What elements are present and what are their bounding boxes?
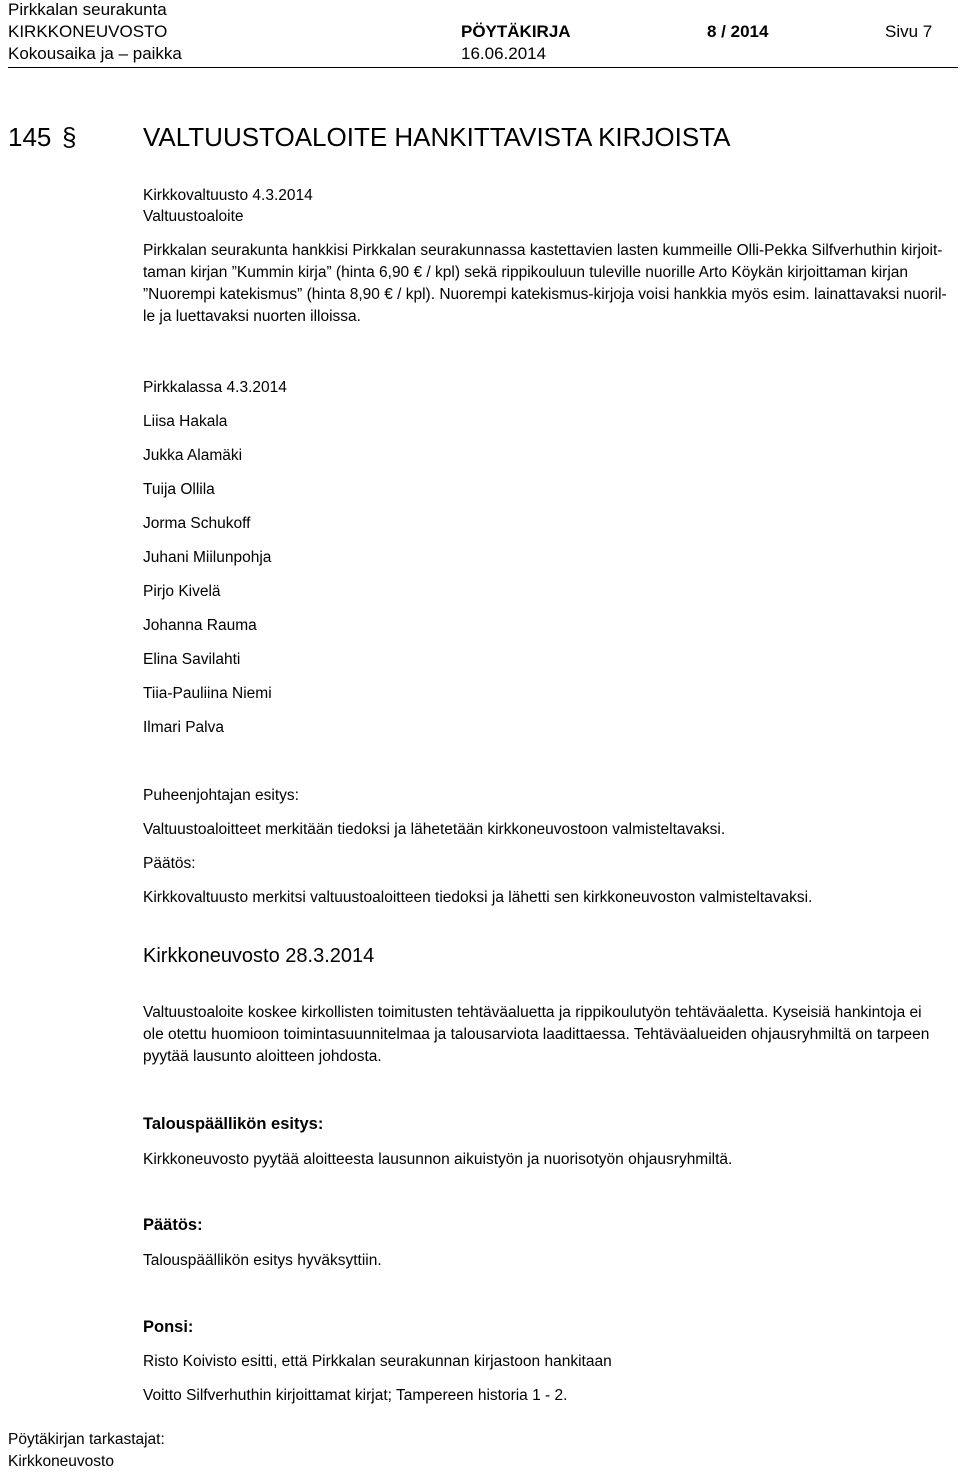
signatory: Ilmari Palva xyxy=(143,719,224,736)
document-number: 8 / 2014 xyxy=(707,22,769,41)
board-decision-text: Talouspäällikön esitys hyväksyttiin. xyxy=(143,1252,382,1269)
chair-proposal-label: Puheenjohtajan esitys: xyxy=(143,787,299,804)
place-date: Pirkkalassa 4.3.2014 xyxy=(143,379,287,396)
signatory: Jukka Alamäki xyxy=(143,447,243,464)
meeting-date: 16.06.2014 xyxy=(461,44,547,63)
signatory: Juhani Miilunpohja xyxy=(143,549,272,566)
initiative-body-line: Pirkkalan seurakunta hankkisi Pirkkalan seurakunnassa kastettavien lasten kummeille Olli-Pekka Silfverhuthin kirjoit- xyxy=(143,242,943,259)
page-number: Sivu 7 xyxy=(885,22,933,41)
initiative-type: Valtuustoaloite xyxy=(143,208,244,225)
signatory: Johanna Rauma xyxy=(143,617,257,634)
reviewers-body: Kirkkoneuvosto xyxy=(8,1453,114,1470)
finance-proposal-text: Kirkkoneuvosto pyytää aloitteesta lausunnon aikuistyön ja nuorisotyön ohjausryhmiltä. xyxy=(143,1151,733,1168)
signatory: Liisa Hakala xyxy=(143,413,228,430)
chair-proposal-text: Valtuustoaloitteet merkitään tiedoksi ja lähetetään kirkkoneuvostoon valmisteltavaksi. xyxy=(143,821,726,838)
board-body-line: ole otettu huomioon toimintasuunnitelmaa ja talousarviota laadittaessa. Tehtäväalueiden ohjausryhmiltä on tarpeen xyxy=(143,1026,930,1043)
board-heading: Kirkkoneuvosto 28.3.2014 xyxy=(143,945,375,967)
finance-proposal-label: Talouspäällikön esitys: xyxy=(143,1115,324,1133)
initiative-body-line: ”Nuorempi katekismus” (hinta 8,90 € / kpl). Nuorempi katekismus-kirjoja voisi hankkia myös esim. lainattavaksi nuoril- xyxy=(143,286,947,303)
board-body-line: Valtuustoaloite koskee kirkollisten toimitusten tehtäväaluetta ja rippikoulutyön tehtäväaletta. Kyseisiä hankintoja ei xyxy=(143,1004,922,1021)
document-type: PÖYTÄKIRJA xyxy=(461,22,571,41)
item-title: VALTUUSTOALOITE HANKITTAVISTA KIRJOISTA xyxy=(143,122,731,152)
section-sign-icon: § xyxy=(62,122,77,152)
meeting-label: Kokousaika ja – paikka xyxy=(8,44,182,63)
signatory: Tiia-Pauliina Niemi xyxy=(143,685,272,702)
initiative-body-line: le ja luettavaksi nuorten illoissa. xyxy=(143,308,361,325)
board-body-line: pyytää lausunto aloitteen johdosta. xyxy=(143,1048,382,1065)
rider-line: Risto Koivisto esitti, että Pirkkalan seurakunnan kirjastoon hankitaan xyxy=(143,1353,612,1370)
council-decision-text: Kirkkovaltuusto merkitsi valtuustoaloitteen tiedoksi ja lähetti sen kirkkoneuvoston valmisteltavaksi. xyxy=(143,889,813,906)
board-decision-label: Päätös: xyxy=(143,1216,203,1234)
council-decision-label: Päätös: xyxy=(143,855,196,872)
item-number: 145 xyxy=(8,122,52,152)
rider-line: Voitto Silfverhuthin kirjoittamat kirjat; Tampereen historia 1 - 2. xyxy=(143,1387,568,1404)
signatory: Jorma Schukoff xyxy=(143,515,251,532)
reviewers-label: Pöytäkirjan tarkastajat: xyxy=(8,1431,165,1448)
signatory: Pirjo Kivelä xyxy=(143,583,221,600)
organization-name: Pirkkalan seurakunta xyxy=(8,0,167,19)
header-divider xyxy=(8,67,958,68)
signatory: Elina Savilahti xyxy=(143,651,241,668)
signatory: Tuija Ollila xyxy=(143,481,215,498)
body-name: KIRKKONEUVOSTO xyxy=(8,22,168,41)
initiative-date-line: Kirkkovaltuusto 4.3.2014 xyxy=(143,187,313,204)
rider-label: Ponsi: xyxy=(143,1318,194,1336)
initiative-body-line: taman kirjan ”Kummin kirja” (hinta 6,90 € / kpl) sekä rippikouluun tuleville nuorille Arto Köykän kirjoittaman kirjan xyxy=(143,264,909,281)
